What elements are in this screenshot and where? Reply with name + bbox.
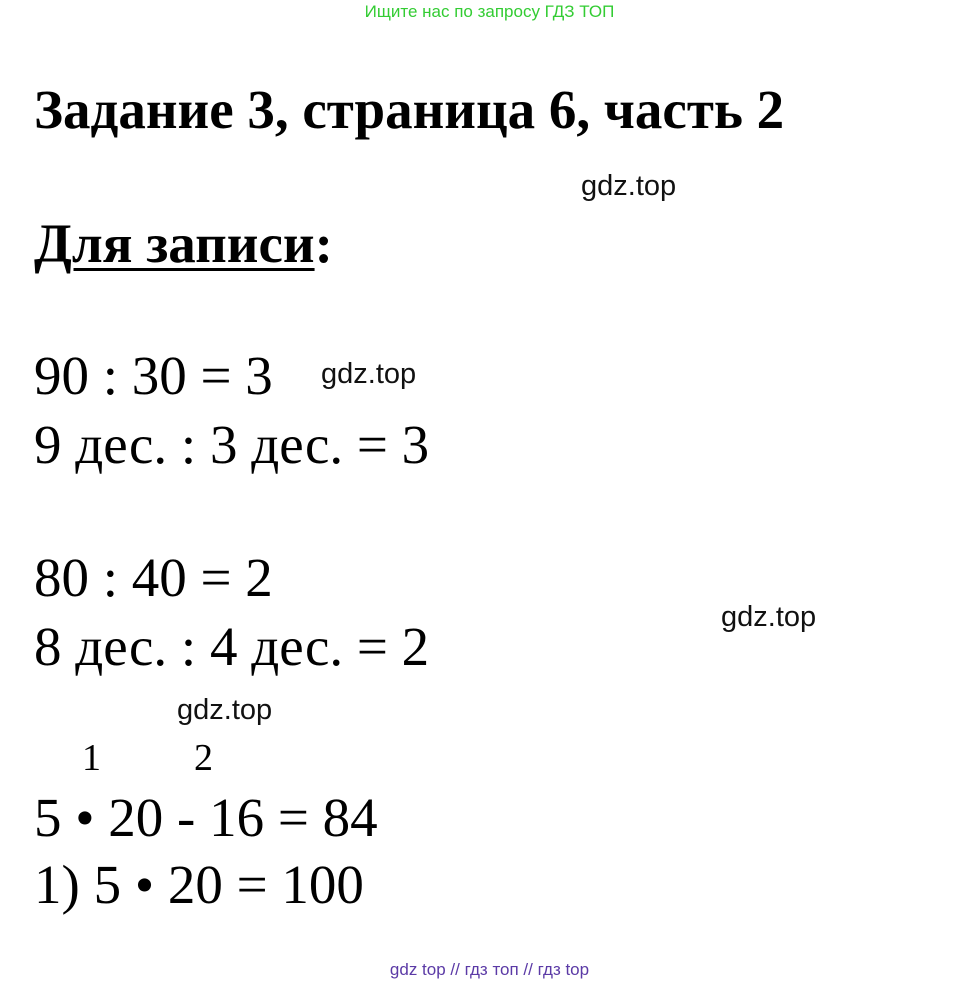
section-heading-colon: : (314, 213, 333, 274)
watermark: gdz.top (581, 170, 677, 202)
section-heading-text: Для записи (34, 213, 315, 274)
top-banner: Ищите нас по запросу ГДЗ ТОП (364, 2, 615, 21)
watermark: gdz.top (321, 358, 417, 390)
footer-links: gdz top // гдз топ // гдз top (389, 960, 590, 979)
section-heading (34, 214, 333, 274)
equation-line: 9 дес. : 3 дес. = 3 (34, 414, 430, 475)
equation-line: 1) 5 • 20 = 100 (34, 854, 364, 915)
equation-line: 5 • 20 - 16 = 84 (34, 787, 378, 848)
watermark: gdz.top (721, 601, 817, 633)
equation-line: 90 : 30 = 3 (34, 345, 273, 406)
equation-line: 8 дес. : 4 дес. = 2 (34, 616, 430, 677)
order-mark: 2 (194, 737, 213, 779)
page-title: Задание 3, страница 6, часть 2 (34, 79, 785, 140)
watermark: gdz.top (177, 694, 273, 726)
equation-line: 80 : 40 = 2 (34, 547, 273, 608)
order-mark: 1 (82, 737, 101, 779)
